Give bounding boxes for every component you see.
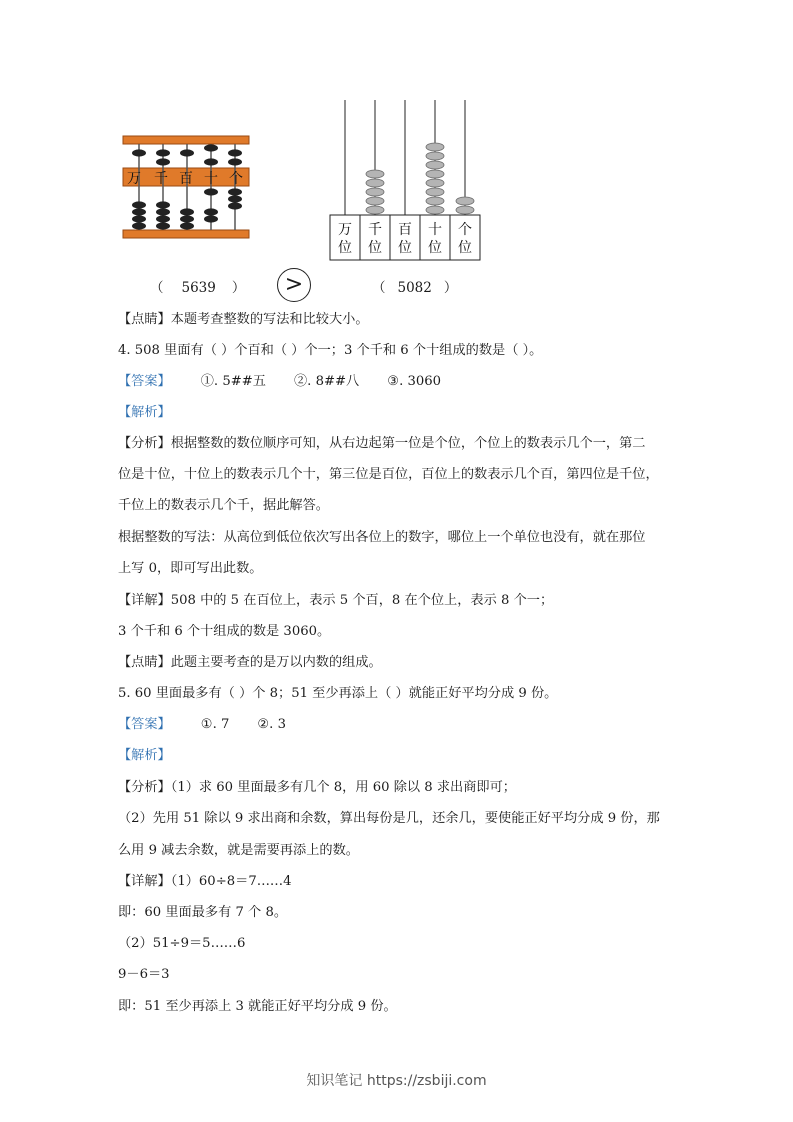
answer-tag: 【答案】 xyxy=(118,374,171,389)
question-5: 5. 60 里面最多有（ ）个 8；51 至少再添上（ ）就能正好平均分成 9 份。 xyxy=(118,686,558,701)
analysis-tag: 【解析】 xyxy=(118,405,171,420)
comparison-circle xyxy=(277,268,311,302)
analysis-line: （2）先用 51 除以 9 求出商和余数，算出每份是几，还余几，要使能正好平均分成 9 份，那 xyxy=(118,811,660,826)
close-paren: ） xyxy=(443,280,458,296)
analysis-line: 位是十位，十位上的数表示几个十，第三位是百位，百位上的数表示几个百，第四位是千位， xyxy=(118,467,659,482)
detail-line: 【详解】（1）60÷8＝7……4 xyxy=(118,874,292,889)
place-label-bottom: 位 xyxy=(428,240,442,256)
right-number: 5082 xyxy=(397,280,432,296)
answer-value: ②. 3 xyxy=(257,717,286,732)
left-number-readout xyxy=(150,276,245,296)
place-label-top: 十 xyxy=(428,222,442,238)
place-label-bottom: 位 xyxy=(458,240,472,256)
right-number-readout xyxy=(372,276,457,296)
place-label-top: 百 xyxy=(398,222,412,238)
detail-line: 【详解】508 中的 5 在百位上，表示 5 个百，8 在个位上，表示 8 个一； xyxy=(118,593,554,608)
place-label-top: 个 xyxy=(458,222,472,238)
question-4: 4. 508 里面有（ ）个百和（ ）个一；3 个千和 6 个十组成的数是（ ）。 xyxy=(118,343,543,358)
place-label-bottom: 位 xyxy=(368,240,382,256)
place-label-bottom: 位 xyxy=(398,240,412,256)
detail-line: 9－6＝3 xyxy=(118,967,170,982)
answer-value: ②. 8##八 xyxy=(294,374,360,389)
analysis-line: 【分析】根据整数的数位顺序可知，从右边起第一位是个位，个位上的数表示几个一，第二 xyxy=(118,436,646,451)
left-abacus-label: 个 xyxy=(229,171,243,187)
left-abacus-label: 万 xyxy=(127,171,141,187)
abacus-bottom-bar xyxy=(123,230,249,238)
answer-value: ①. 7 xyxy=(200,717,230,732)
left-number: 5639 xyxy=(181,280,216,296)
left-abacus-figure xyxy=(120,133,252,241)
open-paren: （ xyxy=(150,280,164,296)
answer-value: ①. 5##五 xyxy=(200,374,266,389)
answer-line-q5 xyxy=(118,716,286,734)
place-label-top: 千 xyxy=(368,222,382,238)
analysis-tag: 【解析】 xyxy=(118,748,171,763)
left-abacus-label: 百 xyxy=(179,171,193,187)
answer-value: ③. 3060 xyxy=(387,374,442,389)
place-label-bottom: 位 xyxy=(338,240,352,256)
note-line: 【点睛】此题主要考查的是万以内数的组成。 xyxy=(118,655,382,670)
answer-tag: 【答案】 xyxy=(118,717,171,732)
analysis-line: 【分析】（1）求 60 里面最多有几个 8，用 60 除以 8 求出商即可； xyxy=(118,780,516,795)
right-abacus-figure xyxy=(326,98,482,264)
analysis-line: 上写 0，即可写出此数。 xyxy=(118,561,263,576)
abacus-top-bar xyxy=(123,136,249,144)
detail-line: 即：60 里面最多有 7 个 8。 xyxy=(118,905,288,920)
detail-line: 即：51 至少再添上 3 就能正好平均分成 9 份。 xyxy=(118,999,397,1014)
left-abacus-label: 千 xyxy=(154,171,168,187)
answer-line-q4 xyxy=(118,373,441,391)
open-paren: （ xyxy=(372,280,386,296)
note-line: 【点睛】本题考查整数的写法和比较大小。 xyxy=(118,312,369,327)
left-abacus-label: 十 xyxy=(204,171,218,187)
footer-watermark: 知识笔记 https://zsbiji.com xyxy=(306,1073,487,1089)
analysis-line: 千位上的数表示几个千，据此解答。 xyxy=(118,498,329,513)
detail-line: 3 个千和 6 个十组成的数是 3060。 xyxy=(118,624,331,639)
analysis-line: 根据整数的写法：从高位到低位依次写出各位上的数字，哪位上一个单位也没有，就在那位 xyxy=(118,530,646,545)
place-label-top: 万 xyxy=(338,222,352,238)
analysis-line: 么用 9 减去余数，就是需要再添上的数。 xyxy=(118,843,359,858)
close-paren: ） xyxy=(231,280,246,296)
detail-line: （2）51÷9＝5……6 xyxy=(118,936,246,951)
comparison-symbol: > xyxy=(284,272,304,297)
